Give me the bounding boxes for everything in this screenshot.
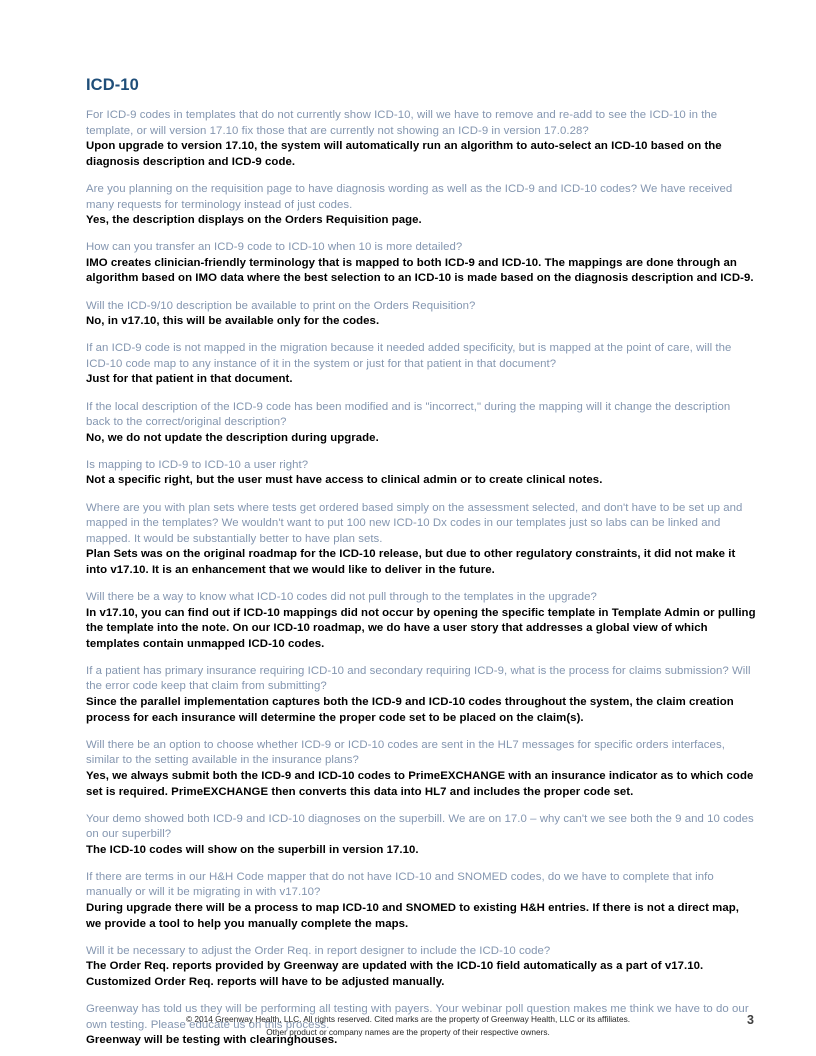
qa-question: If an ICD-9 code is not mapped in the migration because it needed added specificity, but is mapped at the point of care, will the ICD-10 code map to any instance of it in the system or just for that patient in that document? bbox=[86, 342, 732, 370]
qa-question: Where are you with plan sets where tests get ordered based simply on the assessment selected, and don't have to be set up and mapped in the templates? We wouldn't want to put 100 new ICD-10 Dx codes in our templates just so labs can be linked and mapped. It would be substantially better to have plan sets. bbox=[86, 501, 743, 545]
qa-question: If the local description of the ICD-9 code has been modified and is "incorrect," during the mapping will it change the description back to the correct/original description? bbox=[86, 400, 731, 429]
qa-answer: Just for that patient in that document. bbox=[86, 373, 293, 386]
qa-question: If a patient has primary insurance requiring ICD-10 and secondary requiring ICD-9, what is the process for claims submission? Will the error code keep that claim from submitting? bbox=[86, 664, 751, 693]
qa-block bbox=[86, 182, 756, 229]
qa-answer: Yes, we always submit both the ICD-9 and ICD-10 codes to PrimeEXCHANGE with an insurance indicator as to which code set is required. PrimeEXCHANGE then converts this data into HL7 and includes the proper code set. bbox=[86, 769, 754, 798]
qa-block bbox=[86, 501, 756, 579]
qa-question: Your demo showed both ICD-9 and ICD-10 diagnoses on the superbill. We are on 17.0 – why can't we see both the 9 and 10 codes on our superbill? bbox=[86, 812, 754, 841]
qa-answer: The Order Req. reports provided by Greenway are updated with the ICD-10 field automatically as a part of v17.10. Customized Order Req. reports will have to be adjusted manually. bbox=[86, 960, 704, 988]
page-number: 3 bbox=[747, 1012, 754, 1027]
qa-answer: Plan Sets was on the original roadmap for the ICD-10 release, but due to other regulatory constraints, it did not make it into v17.10. It is an enhancement that we would like to deliver in the future. bbox=[86, 548, 736, 576]
qa-block bbox=[86, 812, 756, 859]
qa-block bbox=[86, 341, 756, 388]
qa-list bbox=[86, 108, 756, 1049]
qa-block bbox=[86, 400, 756, 447]
qa-block bbox=[86, 240, 756, 287]
qa-question: Are you planning on the requisition page to have diagnosis wording as well as the ICD-9 and ICD-10 codes? We have received many requests for terminology instead of just codes. bbox=[86, 183, 733, 211]
qa-block bbox=[86, 870, 756, 932]
qa-answer: IMO creates clinician-friendly terminology that is mapped to both ICD-9 and ICD-10. The mappings are done through an algorithm based on IMO data where the best selection to an ICD-10 is made based on the diagnosis description and ICD-9. bbox=[86, 256, 754, 285]
qa-answer: Since the parallel implementation captures both the ICD-9 and ICD-10 codes throughout the system, the claim creation process for each insurance will determine the proper code set to be placed on the claim(s). bbox=[86, 696, 734, 724]
qa-answer: During upgrade there will be a process to map ICD-10 and SNOMED to existing H&H entries. If there is not a direct map, we provide a tool to help you manually complete the maps. bbox=[86, 902, 739, 930]
footer-copyright-line-1: © 2014 Greenway Health, LLC. All rights reserved. Cited marks are the property of Greenway Health, LLC or its affiliates. bbox=[185, 1014, 631, 1025]
qa-answer: Greenway will be testing with clearinghouses. bbox=[86, 1034, 338, 1047]
qa-block bbox=[86, 458, 756, 489]
qa-block bbox=[86, 108, 756, 170]
qa-question: Will it be necessary to adjust the Order Req. in report designer to include the ICD-10 code? bbox=[86, 944, 551, 957]
qa-answer: Yes, the description displays on the Orders Requisition page. bbox=[86, 214, 422, 227]
page-title: ICD-10 bbox=[86, 76, 139, 94]
qa-block bbox=[86, 738, 756, 800]
qa-answer: Upon upgrade to version 17.10, the system will automatically run an algorithm to auto-select an ICD-10 based on the diagnosis description and ICD-9 code. bbox=[86, 140, 722, 168]
qa-question: Greenway has told us they will be performing all testing with payers. Your webinar poll question makes me think we have to do our own testing. Please educate us on this process. bbox=[86, 1003, 749, 1031]
qa-answer: No, we do not update the description during upgrade. bbox=[86, 431, 379, 444]
qa-answer: In v17.10, you can find out if ICD-10 mappings did not occur by opening the specific template in Template Admin or pulling the template into the note. On our ICD-10 roadmap, we do have a user story that addresses a global view of which templates contain unmapped ICD-10 codes. bbox=[86, 606, 756, 650]
qa-block bbox=[86, 299, 756, 330]
qa-answer: Not a specific right, but the user must have access to clinical admin or to create clinical notes. bbox=[86, 474, 603, 487]
qa-question: Will there be an option to choose whether ICD-9 or ICD-10 codes are sent in the HL7 messages for specific orders interfaces, similar to the setting available in the insurance plans? bbox=[86, 738, 725, 767]
qa-block bbox=[86, 590, 756, 652]
qa-question: How can you transfer an ICD-9 code to ICD-10 when 10 is more detailed? bbox=[86, 241, 463, 254]
footer-copyright bbox=[54, 1013, 762, 1038]
qa-question: Will the ICD-9/10 description be available to print on the Orders Requisition? bbox=[86, 299, 476, 312]
qa-question: For ICD-9 codes in templates that do not currently show ICD-10, will we have to remove and re-add to see the ICD-10 in the template, or will version 17.10 fix those that are currently not showing an ICD-9 in version 17.0.28? bbox=[86, 109, 718, 137]
footer-copyright-line-2: Other product or company names are the property of their respective owners. bbox=[266, 1026, 550, 1037]
qa-question: Is mapping to ICD-9 to ICD-10 a user right? bbox=[86, 458, 309, 471]
qa-answer: The ICD-10 codes will show on the superbill in version 17.10. bbox=[86, 843, 419, 856]
qa-answer: No, in v17.10, this will be available only for the codes. bbox=[86, 315, 380, 328]
qa-question: If there are terms in our H&H Code mapper that do not have ICD-10 and SNOMED codes, do we have to complete that info manually or will it be migrating in with v17.10? bbox=[86, 870, 714, 899]
qa-block bbox=[86, 664, 756, 726]
page-footer bbox=[0, 1013, 816, 1038]
qa-block bbox=[86, 944, 756, 991]
qa-question: Will there be a way to know what ICD-10 codes did not pull through to the templates in the upgrade? bbox=[86, 590, 597, 603]
